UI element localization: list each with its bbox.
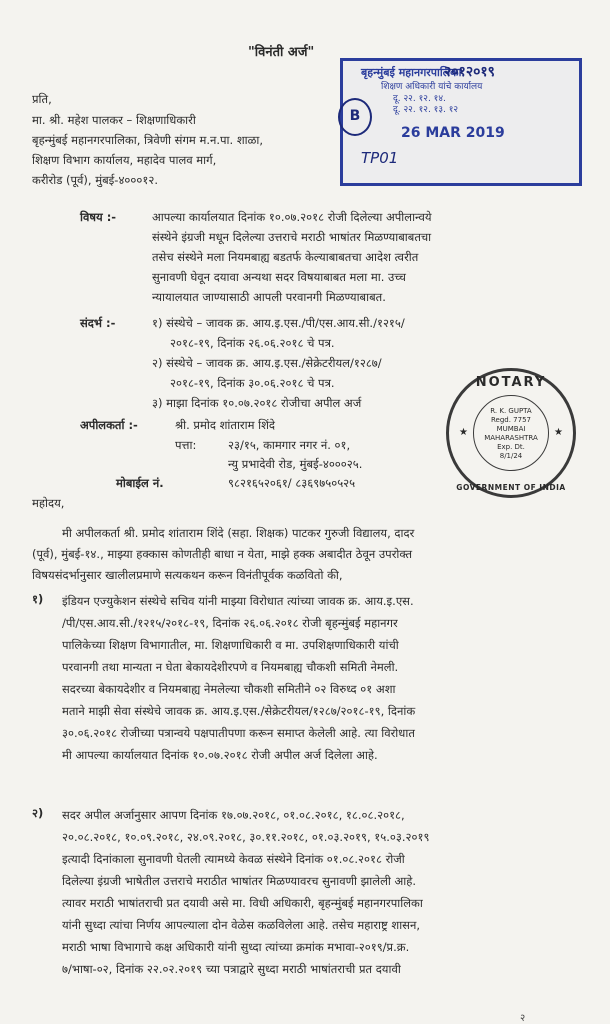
stamp-phone-line-2: दू. २२. १२. १३. १२ xyxy=(393,105,459,115)
intro-line: विषयसंदर्भानुसार खालीलप्रमाणे सत्यकथन करून विनंतीपूर्वक कळवितो की, xyxy=(32,568,343,582)
point2-line: २०.०८.२०१८, १०.०९.२०१८, २४.०९.२०१८, ३०.११.२०१८, ०१.०३.२०१९, १५.०३.२०१९ xyxy=(62,830,430,844)
star-icon: ★ xyxy=(459,427,468,438)
intro-line: (पूर्व), मुंबई-१४., माझ्या हक्कास कोणतीही बाधा न येता, माझे हक्क अबादीत ठेवून उपरोक्त xyxy=(32,547,413,561)
notary-name: R. K. GUPTA xyxy=(490,407,532,415)
stamp-office-line: बृहन्मुंबई महानगरपालिका xyxy=(361,66,462,79)
page-number: २ xyxy=(520,1013,526,1024)
subject-label: विषय :- xyxy=(80,210,117,224)
point2-line: त्यावर मराठी भाषांतराची प्रत दयावी असे मा. विधी अधिकारी, बृहन्मुंबई महानगरपालिका xyxy=(62,896,423,910)
appellant-name: श्री. प्रमोद शांताराम शिंदे xyxy=(175,418,276,432)
stamp-date: 26 MAR 2019 xyxy=(401,125,505,141)
appellant-address-label: पत्ता: xyxy=(175,438,197,452)
reference-line: ३) माझा दिनांक १०.०७.२०१८ रोजीचा अपील अर्ज xyxy=(152,396,362,410)
notary-expiry-label: Exp. Dt. xyxy=(497,443,525,451)
point1-line: ३०.०६.२०१८ रोजीच्या पत्रान्वये पक्षपातीपणा करून समाप्त केलेली आहे. त्या विरोधात xyxy=(62,726,415,740)
subject-line: आपल्या कार्यालयात दिनांक १०.०७.२०१८ रोजी दिलेल्या अपीलान्वये xyxy=(152,210,432,224)
subject-line: सुनावणी घेवून दयावा अन्यथा सदर विषयाबाबत मला मा. उच्च xyxy=(152,270,406,284)
point1-line: सदरच्या बेकायदेशीर व नियमबाह्य नेमलेल्या चौकशी समितीने ०२ विरुध्द ०१ अशा xyxy=(62,682,396,696)
point2-line: ७/भाषा-०२, दिनांक २२.०२.२०१९ च्या पत्राद्वारे सुध्दा मराठी भाषांतराची प्रत दयावी xyxy=(62,962,401,976)
stamp-phone-line-1: दू. २२. १२. १४. xyxy=(393,94,446,104)
salutation: महोदय, xyxy=(32,496,65,510)
intro-line: मी अपीलकर्ता श्री. प्रमोद शांताराम शिंदे (सहा. शिक्षक) पाटकर गुरुजी विद्यालय, दादर xyxy=(62,526,415,540)
notary-seal-bottom-text: GOVERNMENT OF INDIA xyxy=(456,483,566,492)
reference-line: १) संस्थेचे – जावक क्र. आय.इ.एस./पी/एस.आय.सी./१२१५/ xyxy=(152,316,405,330)
notary-state: MAHARASHTRA xyxy=(484,434,538,442)
appellant-label: अपीलकर्ता :- xyxy=(80,418,138,432)
reference-line: २०१८-१९, दिनांक ३०.०६.२०१८ चे पत्र. xyxy=(170,376,335,390)
point2-line: दिलेल्या इंग्रजी भाषेतील उत्तराचे मराठीत भाषांतर मिळण्यावरच सुनावणी झालेली आहे. xyxy=(62,874,417,888)
recipient-name: मा. श्री. महेश पालकर – शिक्षणाधिकारी xyxy=(32,113,196,127)
point1-line: मी आपल्या कार्यालयात दिनांक १०.०७.२०१८ रोजी अपील अर्ज दिलेला आहे. xyxy=(62,748,378,762)
recipient-org: बृहन्मुंबई महानगरपालिका, त्रिवेणी संगम म.न.पा. शाळा, xyxy=(32,133,264,147)
handwritten-inward-number: २०१२०१९ xyxy=(444,64,495,80)
notary-regd: Regd. 7757 xyxy=(490,416,531,424)
subject-line: तसेच संस्थेने मला नियमबाह्य बडतर्फ केल्याबाबतचा आदेश त्वरीत xyxy=(152,250,419,264)
point2-line: मराठी भाषा विभागाचे कक्ष अधिकारी यांनी सुध्दा त्यांच्या क्रमांक मभावा-२०१९/प्र.क्र. xyxy=(62,940,410,954)
point-number: २) xyxy=(32,806,44,820)
stamp-initials: TP01 xyxy=(361,149,399,167)
appellant-mobile-label: मोबाईल नं. xyxy=(116,476,164,490)
point1-line: /पी/एस.आय.सी./१२१५/२०१८-१९, दिनांक २६.०६.२०१८ रोजी बृहन्मुंबई महानगर xyxy=(62,616,398,630)
point1-line: पालिकेच्या शिक्षण विभागातील, मा. शिक्षणाधिकारी व मा. उपशिक्षणाधिकारी यांची xyxy=(62,638,399,652)
appellant-address-line: २३/१५, कामगार नगर नं. ०१, xyxy=(228,438,351,452)
reference-label: संदर्भ :- xyxy=(80,316,116,330)
notary-seal xyxy=(446,368,576,498)
subject-line: संस्थेने इंग्रजी मधून दिलेल्या उत्तराचे मराठी भाषांतर मिळण्याबाबतचा xyxy=(152,230,432,244)
appellant-address-line: न्यु प्रभादेवी रोड, मुंबई-४०००२५. xyxy=(228,457,363,471)
point1-line: मताने माझी सेवा संस्थेचे जावक क्र. आय.इ.एस./सेक्रेटरीयल/१२८७/२०१८-१९, दिनांक xyxy=(62,704,416,718)
star-icon: ★ xyxy=(554,427,563,438)
point2-line: सदर अपील अर्जानुसार आपण दिनांक १७.०७.२०१८, ०१.०८.२०१८, १८.०८.२०१८, xyxy=(62,808,405,822)
recipient-to: प्रति, xyxy=(32,92,52,106)
point1-line: परवानगी तथा मान्यता न घेता बेकायदेशीरपणे व नियमबाह्य चौकशी समिती नेमली. xyxy=(62,660,399,674)
appellant-mobile: ९८२१६५२०६१/ ८३६९७५०५२५ xyxy=(228,476,356,490)
document-title: "विनंती अर्ज" xyxy=(248,45,315,60)
notary-area: MUMBAI xyxy=(496,425,526,433)
reference-line: २०१८-१९, दिनांक २६.०६.२०१८ चे पत्र. xyxy=(170,336,335,350)
notary-expiry-date: 8/1/24 xyxy=(499,452,523,460)
point2-line: इत्यादी दिनांकाला सुनावणी घेतली त्यामध्ये केवळ संस्थेने दिनांक ०१.०८.२०१८ रोजी xyxy=(62,852,405,866)
point1-line: इंडियन एज्युकेशन संस्थेचे सचिव यांनी माझ्या विरोधात त्यांच्या जावक क्र. आय.इ.एस. xyxy=(62,594,414,608)
point2-line: यांनी सुध्दा त्यांचा निर्णय आपल्याला दोन वेळेस कळविलेला आहे. तसेच महाराष्ट्र शासन, xyxy=(62,918,420,932)
recipient-address: करीरोड (पूर्व), मुंबई-४०००१२. xyxy=(32,173,158,187)
reference-line: २) संस्थेचे – जावक क्र. आय.इ.एस./सेक्रेटरीयल/१२८७/ xyxy=(152,356,382,370)
stamp-department-line: शिक्षण अधिकारी यांचे कार्यालय xyxy=(381,82,483,92)
notary-seal-top-text: NOTARY xyxy=(475,375,547,390)
circled-letter-mark: B xyxy=(338,98,372,136)
subject-line: न्यायालयात जाण्यासाठी आपली परवानगी मिळण्याबाबत. xyxy=(152,290,386,304)
point-number: १) xyxy=(32,592,44,606)
recipient-office: शिक्षण विभाग कार्यालय, महादेव पालव मार्ग, xyxy=(32,153,217,167)
